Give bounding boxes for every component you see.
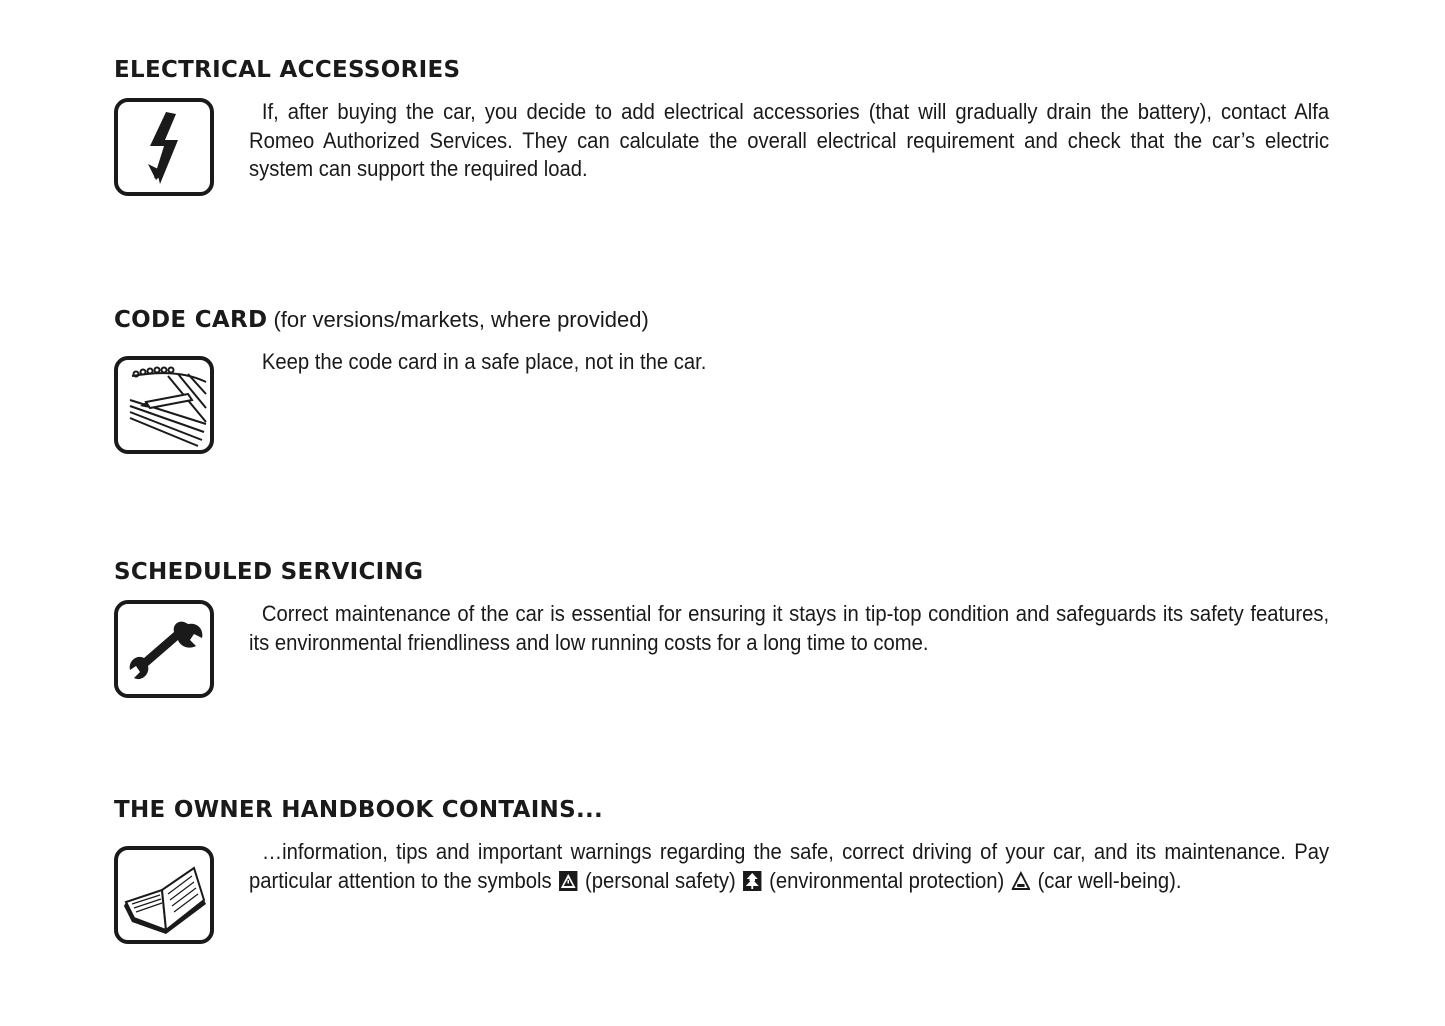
car-well-being-symbol-icon <box>1012 871 1030 891</box>
body-text: If, after buying the car, you decide to add electrical accessories (that will gradually drain the battery), contact Alfa Romeo Authorized Services. They can calculate the overall electrical requirement and check that the car’s electric system can support the required load. <box>249 99 1330 181</box>
body-text: Keep the code card in a safe place, not in the car. <box>261 349 707 374</box>
wrench-icon <box>114 600 214 698</box>
section-heading: ELECTRICAL ACCESSORIES <box>114 57 461 83</box>
symbol-label-environmental-protection: (environmental protection) <box>769 867 1005 893</box>
section-body <box>249 600 1329 657</box>
code-card-notepad-icon <box>114 356 214 454</box>
open-book-icon <box>114 846 214 944</box>
section-electrical-accessories <box>114 56 1330 181</box>
body-text: Correct maintenance of the car is essential for ensuring it stays in tip-top condition and safeguards its safety features, its environmental friendliness and low running costs for a long time to come. <box>249 601 1330 655</box>
body-text: …information, tips and important warnings regarding the safe, correct driving of your car, and its maintenance. Pay particular attention to the symbols <box>249 839 1330 893</box>
section-body <box>249 98 1329 184</box>
section-scheduled-servicing <box>114 558 1330 655</box>
personal-safety-symbol-icon <box>559 871 577 891</box>
heading-subtitle: (for versions/markets, where provided) <box>273 307 649 332</box>
section-code-card <box>114 306 1330 374</box>
heading-title: CODE CARD <box>114 307 268 333</box>
section-heading: THE OWNER HANDBOOK CONTAINS... <box>114 797 604 823</box>
section-body <box>249 348 1329 377</box>
section-body <box>249 838 1329 895</box>
lightning-icon <box>114 98 214 196</box>
section-heading <box>114 306 1330 334</box>
section-owner-handbook <box>114 796 1330 893</box>
symbol-label-car-well-being: (car well-being). <box>1037 867 1182 893</box>
symbol-label-personal-safety: (personal safety) <box>584 867 736 893</box>
environmental-protection-symbol-icon <box>743 871 761 891</box>
section-heading: SCHEDULED SERVICING <box>114 559 424 585</box>
